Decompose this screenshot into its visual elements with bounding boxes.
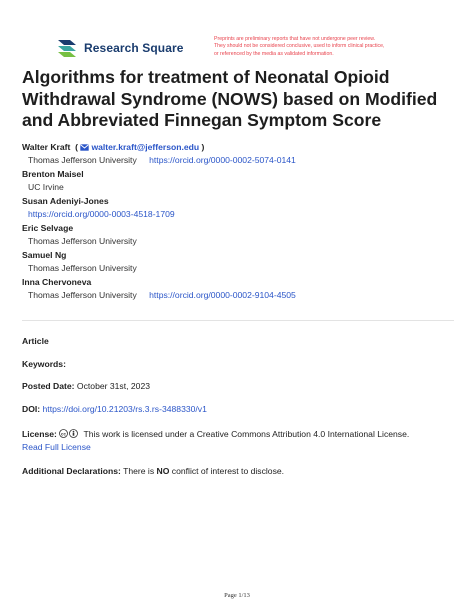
page-number: Page 1/13: [224, 592, 250, 599]
license-label: License:: [22, 429, 57, 439]
envelope-icon: [80, 144, 89, 151]
declarations-text-bold: NO: [156, 466, 170, 476]
declarations-text-pre: There is: [123, 466, 155, 476]
author-affiliation: Thomas Jefferson University: [28, 262, 137, 273]
author-entry: [22, 168, 452, 193]
declarations-label: Additional Declarations:: [22, 466, 121, 476]
keywords-label: Keywords:: [22, 359, 66, 369]
author-affiliation-line: [22, 154, 452, 167]
author-list: [22, 141, 452, 303]
license-icons[interactable]: [59, 429, 79, 438]
preprint-disclaimer: [214, 36, 434, 58]
doi-label: DOI:: [22, 404, 41, 414]
author-affiliation: Thomas Jefferson University: [28, 154, 137, 165]
disclaimer-line: or referenced by the media as validated information.: [214, 50, 334, 57]
header: [56, 36, 426, 66]
posted-date: October 31st, 2023: [76, 381, 151, 391]
disclaimer-line: Preprints are preliminary reports that have not undergone peer review.: [214, 36, 376, 42]
posted-date-label: Posted Date:: [22, 381, 75, 391]
license-row: [22, 428, 454, 453]
cc-icon: [60, 430, 68, 438]
author-name: Eric Selvage: [22, 223, 74, 233]
article-title: Algorithms for treatment of Neonatal Opioid Withdrawal Syndrome (NOWS) based on Modified and Abbreviated Finnegan Symptom Score: [22, 67, 438, 130]
article-type: [22, 335, 454, 348]
email-paren-close: ): [201, 142, 205, 152]
author-affiliation: UC Irvine: [28, 181, 64, 192]
author-entry: [22, 195, 452, 220]
author-affiliation: Thomas Jefferson University: [28, 235, 137, 246]
disclaimer-line: They should not be considered conclusive, used to inform clinical practice,: [214, 43, 385, 50]
author-email-link[interactable]: walter.kraft@jefferson.edu: [91, 142, 200, 152]
doi-link[interactable]: https://doi.org/10.21203/rs.3.rs-3488330/v1: [42, 404, 207, 414]
logo-text: Research Square: [84, 41, 184, 55]
declarations-text-post: conflict of interest to disclose.: [171, 466, 285, 476]
orcid-link[interactable]: https://orcid.org/0000-0003-4518-1709: [28, 208, 175, 219]
research-square-logo[interactable]: [56, 38, 184, 58]
author-entry: [22, 276, 452, 301]
posted-date-row: [22, 380, 454, 393]
author-entry: [22, 249, 452, 274]
read-full-license-link[interactable]: Read Full License: [22, 441, 91, 452]
author-name: Samuel Ng: [22, 250, 67, 260]
author-name: Susan Adeniyi-Jones: [22, 196, 109, 206]
author-affiliation-line: [22, 289, 452, 302]
author-name: Walter Kraft: [22, 142, 71, 152]
declarations-row: [22, 465, 454, 478]
doi-row: [22, 403, 454, 416]
orcid-link[interactable]: https://orcid.org/0000-0002-9104-4505: [149, 289, 296, 300]
article-type-label: Article: [22, 336, 49, 346]
author-affiliation: Thomas Jefferson University: [28, 289, 137, 300]
author-name: Inna Chervoneva: [22, 277, 92, 287]
by-icon: [70, 430, 78, 438]
author-name-line: [22, 141, 452, 154]
author-entry: [22, 141, 452, 166]
section-divider: [22, 320, 454, 321]
author-name: Brenton Maisel: [22, 169, 84, 179]
author-affiliation-line: [22, 208, 452, 221]
research-square-logo-icon: [56, 38, 78, 58]
keywords-row: [22, 358, 454, 371]
orcid-link[interactable]: https://orcid.org/0000-0002-5074-0141: [149, 154, 296, 165]
license-text: This work is licensed under a Creative Commons Attribution 4.0 International License.: [83, 429, 410, 439]
svg-text:cc: cc: [61, 431, 67, 437]
author-entry: [22, 222, 452, 247]
email-paren-open: (: [75, 142, 79, 152]
